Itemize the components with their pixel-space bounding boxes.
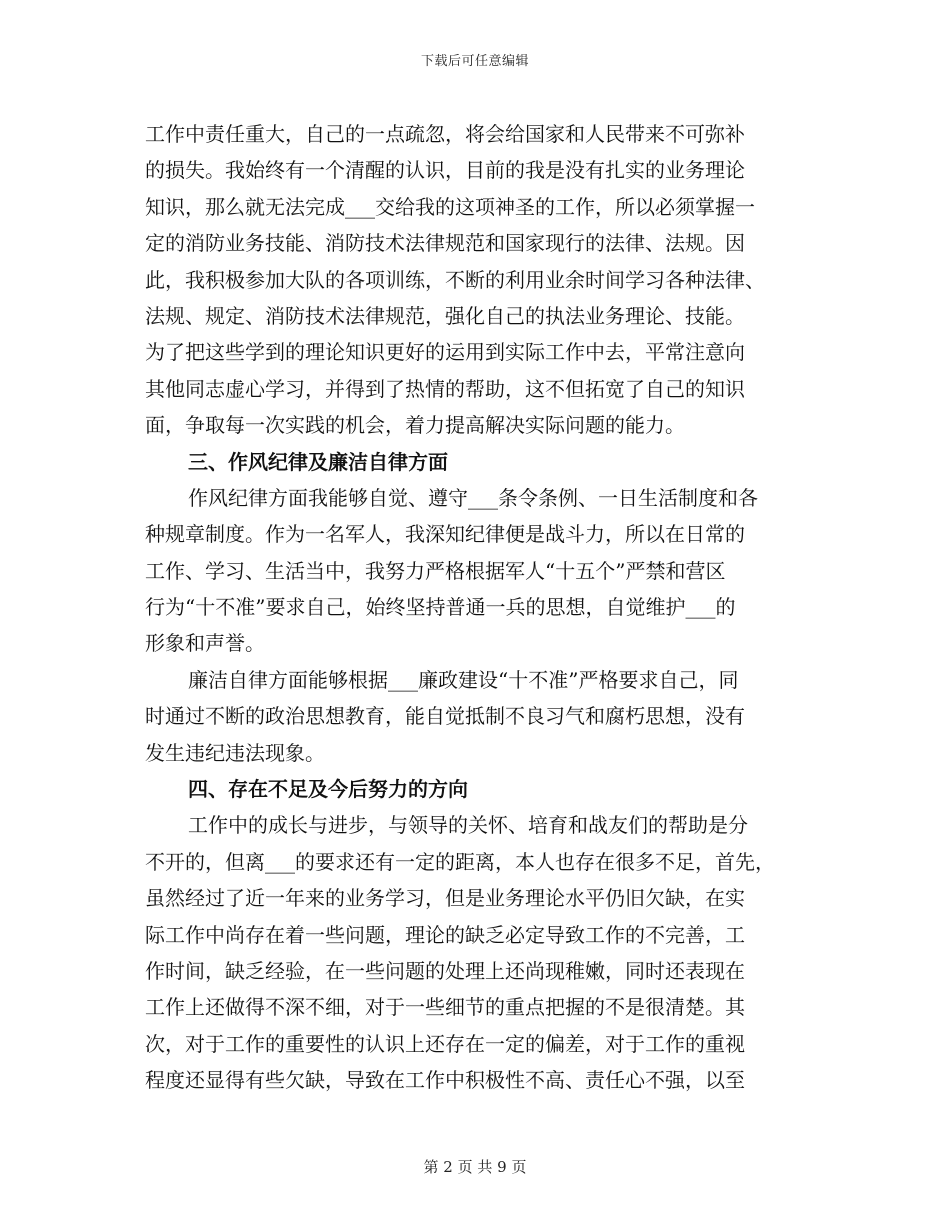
body-line: 作风纪律方面我能够自觉、遵守___条令条例、一日生活制度和各 (188, 485, 758, 510)
section-heading: 四、存在不足及今后努力的方向 (188, 777, 468, 802)
body-line: 种规章制度。作为一名军人，我深知纪律便是战斗力，所以在日常的 (145, 522, 745, 547)
body-line: 形象和声誉。 (145, 631, 265, 656)
body-line: 作时间，缺乏经验，在一些问题的处理上还尚现稚嫩，同时还表现在 (145, 958, 745, 983)
body-line: 为了把这些学到的理论知识更好的运用到实际工作中去，平常注意向 (145, 340, 745, 365)
page-header: 下载后可任意编辑 (420, 54, 529, 69)
body-line: 的损失。我始终有一个清醒的认识，目前的我是没有扎实的业务理论 (145, 158, 745, 183)
body-line: 面，争取每一次实践的机会，着力提高解决实际问题的能力。 (145, 413, 685, 438)
body-line: 际工作中尚存在着一些问题，理论的缺乏必定导致工作的不完善，工 (145, 922, 745, 947)
document-body (145, 116, 825, 1099)
body-line: 知识，那么就无法完成___交给我的这项神圣的工作，所以必须掌握一 (145, 194, 755, 219)
body-line: 其他同志虚心学习，并得到了热情的帮助，这不但拓宽了自己的知识 (145, 376, 745, 401)
body-line: 定的消防业务技能、消防技术法律规范和国家现行的法律、法规。因 (145, 231, 745, 256)
body-line: 虽然经过了近一年来的业务学习，但是业务理论水平仍旧欠缺，在实 (145, 886, 745, 911)
body-line: 此，我积极参加大队的各项训练，不断的利用业余时间学习各种法律、 (145, 267, 765, 292)
body-line: 工作、学习、生活当中，我努力严格根据军人“十五个”严禁和营区 (145, 558, 726, 583)
body-line: 程度还显得有些欠缺，导致在工作中积极性不高、责任心不强，以至 (145, 1068, 745, 1093)
body-line: 次，对于工作的重要性的认识上还存在一定的偏差，对于工作的重视 (145, 1031, 745, 1056)
body-line: 发生违纪违法现象。 (145, 740, 325, 765)
body-line: 行为“十不准”要求自己，始终坚持普通一兵的思想，自觉维护___的 (145, 595, 736, 620)
body-line: 工作中的成长与进步，与领导的关怀、培育和战友们的帮助是分 (188, 813, 748, 838)
body-line: 法规、规定、消防技术法律规范，强化自己的执法业务理论、技能。 (145, 303, 745, 328)
body-line: 工作中责任重大，自己的一点疏忽，将会给国家和人民带来不可弥补 (145, 122, 745, 146)
body-line: 廉洁自律方面能够根据___廉政建设“十不准”严格要求自己，同 (188, 667, 739, 692)
body-line: 工作上还做得不深不细，对于一些细节的重点把握的不是很清楚。其 (145, 995, 745, 1020)
body-line: 时通过不断的政治思想教育，能自觉抵制不良习气和腐朽思想，没有 (145, 704, 745, 729)
body-line: 不开的，但离___的要求还有一定的距离，本人也存在很多不足，首先， (145, 849, 775, 874)
page-number-footer: 第 2 页 共 9 页 (423, 1158, 527, 1176)
section-heading: 三、作风纪律及廉洁自律方面 (188, 449, 448, 474)
